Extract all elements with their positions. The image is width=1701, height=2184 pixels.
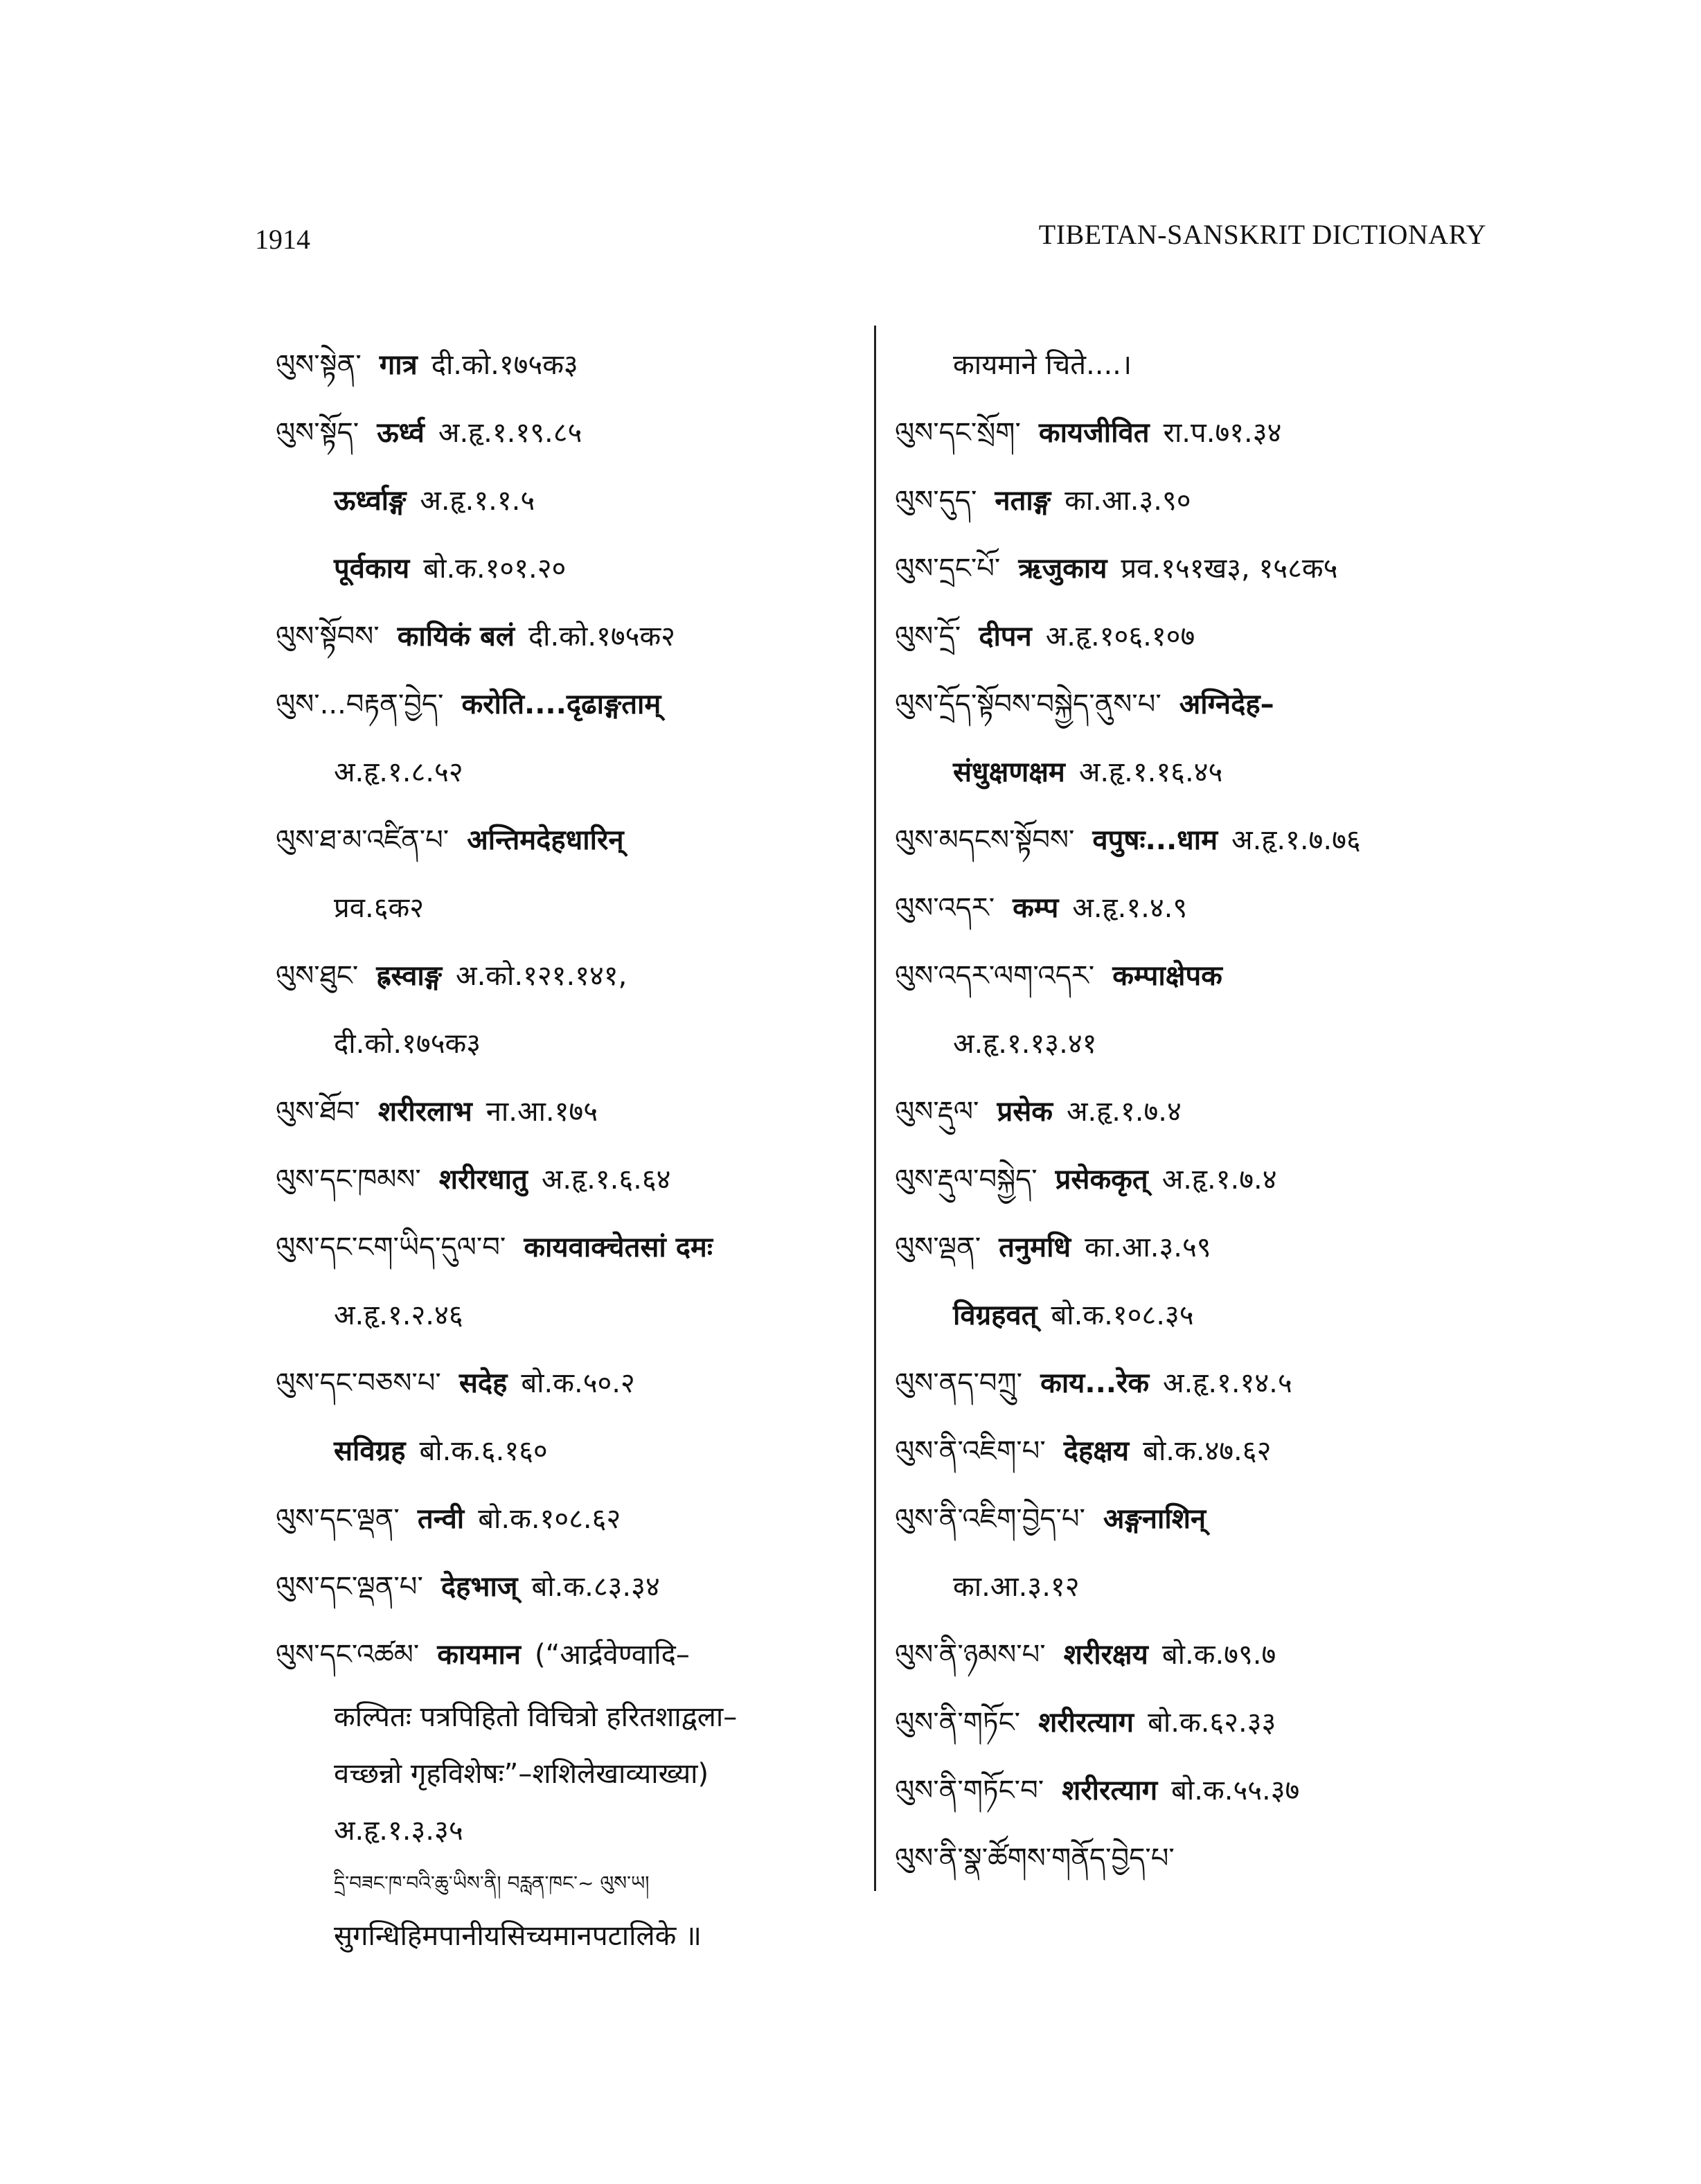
running-title: TIBETAN-SANSKRIT DICTIONARY: [1038, 219, 1486, 250]
sanskrit-term: दीपन: [979, 621, 1032, 652]
entry-line: [895, 1553, 1504, 1621]
entry-line: [276, 1214, 864, 1281]
sanskrit-term: सविग्रह: [334, 1435, 406, 1467]
tibetan-term: ལུས་རྡུལ་: [895, 1096, 979, 1128]
sanskrit-term: विग्रहवत्: [953, 1299, 1037, 1331]
tibetan-term: ལུས་འདར་: [895, 892, 995, 924]
sanskrit-term: अग्निदेह–: [1179, 689, 1274, 720]
tibetan-term: ལུས་དྲོད་སྟོབས་བསྐྱེད་ནུས་པ་: [895, 689, 1161, 720]
sanskrit-term: प्रसेक: [997, 1096, 1053, 1128]
entry-line: [895, 467, 1504, 535]
entry-line: [895, 738, 1504, 806]
tibetan-term: ལུས་ཐུང་: [276, 960, 359, 992]
tibetan-term: ལུས་དྲང་པོ་: [895, 553, 1001, 585]
sanskrit-term: देहक्षय: [1063, 1435, 1130, 1467]
sanskrit-term: नताङ्ग: [995, 485, 1051, 517]
entry-line: [276, 1689, 864, 1746]
tibetan-term: ལུས་ནི་འཇིག་པ་: [895, 1435, 1046, 1467]
reference: बो.क.५०.२: [521, 1367, 635, 1399]
sanskrit-term: देहभाज्: [440, 1571, 518, 1603]
reference: बो.क.४७.६२: [1143, 1435, 1272, 1467]
entry-line: [276, 1485, 864, 1553]
right-column: [895, 331, 1504, 1892]
sanskrit-term: प्रसेककृत्: [1055, 1164, 1148, 1196]
tibetan-term: ལུས་ནི་སྣ་ཚོགས་གནོད་བྱེད་པ་: [895, 1843, 1175, 1874]
tibetan-term: ལུས་ནི་གཏོང་: [895, 1707, 1021, 1739]
sanskrit-term: संधुक्षणक्षम: [953, 756, 1065, 788]
entry-line: [276, 399, 864, 467]
entry-line: [895, 874, 1504, 942]
entry-line: [276, 806, 864, 874]
reference: प्रव.१५१ख३, १५८क५: [1121, 553, 1338, 585]
tibetan-term: ལུས་དང་ལྡན་: [276, 1503, 400, 1535]
reference: दी.को.१७५क२: [528, 621, 675, 652]
reference: अ.हृ.१.७.४: [1066, 1096, 1182, 1128]
sanskrit-term: गात्र: [379, 349, 418, 381]
entry-line: [276, 942, 864, 1010]
entry-line: [895, 1281, 1504, 1349]
reference: अ.हृ.१.६.६४: [541, 1164, 671, 1196]
entry-line: [895, 942, 1504, 1010]
reference: अ.हृ.१.७.७६: [1231, 824, 1361, 856]
tibetan-term: ལུས་རྡུལ་བསྐྱེད་: [895, 1164, 1037, 1196]
tibetan-term: ལུས་འདར་ལག་འདར་: [895, 960, 1095, 992]
sanskrit-term: कायिकं बलं: [397, 621, 515, 652]
tibetan-term: ལུས་དང་འཚམ་: [276, 1639, 420, 1671]
reference: अ.हृ.१.१६.४५: [1078, 756, 1223, 788]
tibetan-term: ལུས་དུད་: [895, 485, 977, 517]
sanskrit-term: कम्प: [1013, 892, 1059, 924]
reference: का.आ.३.९०: [1065, 485, 1191, 517]
reference: अ.हृ.१.७.४: [1161, 1164, 1277, 1196]
tibetan-term: ལུས་ལྡན་: [895, 1232, 981, 1263]
entry-line: [276, 1908, 864, 1964]
reference: दी.को.१७५क३: [334, 1028, 481, 1060]
sanskrit-term: शरीरक्षय: [1063, 1639, 1148, 1671]
tibetan-term: ལུས་དང་ངག་ཡིད་དུལ་བ་: [276, 1232, 506, 1263]
entry-line: [895, 603, 1504, 671]
reference: रा.प.७१.३४: [1163, 417, 1282, 449]
reference: बो.क.८३.३४: [531, 1571, 660, 1603]
left-column: [276, 331, 864, 1964]
reference: का.आ.३.५९: [1085, 1232, 1211, 1263]
tibetan-term: ལུས་དང་བཅས་པ་: [276, 1367, 441, 1399]
entry-line: [895, 535, 1504, 603]
entry-line: [895, 1825, 1504, 1892]
sanskrit-verse: सुगन्धिहिमपानीयसिच्यमानपटालिके ॥: [334, 1920, 702, 1952]
sanskrit-term: शरीरलाभ: [377, 1096, 472, 1128]
reference: अ.हृ.१०६.१०७: [1045, 621, 1195, 652]
tibetan-term: ལུས་དྲོ་: [895, 621, 961, 652]
entry-line: [895, 1689, 1504, 1757]
entry-line: [276, 1417, 864, 1485]
sanskrit-term: करोति....दृढाङ्गताम्: [461, 689, 661, 720]
sanskrit-term: कायजीवित: [1038, 417, 1150, 449]
entry-line: [895, 1078, 1504, 1146]
sanskrit-term: ऋजुकाय: [1018, 553, 1107, 585]
entry-line: [276, 671, 864, 738]
gloss-text: वच्छन्नो गृहविशेषः”–शशिलेखाव्याख्या): [334, 1758, 709, 1790]
tibetan-term: ལུས་དང་ལྡན་པ་: [276, 1571, 423, 1603]
tibetan-term: ལུས་སྟོབས་: [276, 621, 380, 652]
sanskrit-term: ऊर्ध्व: [377, 417, 425, 449]
reference: ना.आ.१७५: [486, 1096, 598, 1128]
sanskrit-term: अन्तिमदेहधारिन्: [467, 824, 624, 856]
entry-line: [276, 535, 864, 603]
sanskrit-term: वपुषः...धाम: [1092, 824, 1218, 856]
tibetan-term: ལུས་ཐ་མ་འཛིན་པ་: [276, 824, 449, 856]
entry-line: [276, 331, 864, 399]
tibetan-term: ལུས་...བརྟན་བྱེད་: [276, 689, 444, 720]
reference: बो.क.६२.३३: [1148, 1707, 1276, 1739]
entry-line: [895, 1349, 1504, 1417]
reference: अ.हृ.१.१.५: [420, 485, 535, 517]
sanskrit-term: कम्पाक्षेपक: [1112, 960, 1222, 992]
entry-line: [895, 1214, 1504, 1281]
tibetan-term: ལུས་ནི་གཏོང་བ་: [895, 1775, 1044, 1806]
tibetan-term: ལུས་དང་སྲོག་: [895, 417, 1021, 449]
reference: अ.हृ.१.३.३५: [334, 1815, 463, 1847]
tibetan-term: ལུས་དང་ཁམས་: [276, 1164, 421, 1196]
reference: बो.क.६.१६०: [419, 1435, 548, 1467]
reference: अ.हृ.१.१९.८५: [438, 417, 582, 449]
entry-line: [895, 399, 1504, 467]
reference: अ.हृ.१.२.४६: [334, 1299, 463, 1331]
tibetan-term: ལུས་ནི་འཇིག་བྱེད་པ་: [895, 1503, 1085, 1535]
tibetan-term: ལུས་སྟེན་: [276, 349, 362, 381]
entry-line: [895, 1757, 1504, 1825]
tibetan-term: ལུས་ཐོབ་: [276, 1096, 360, 1128]
entry-line: [276, 1746, 864, 1802]
sanskrit-term: शरीरत्याग: [1062, 1775, 1158, 1806]
entry-line: [895, 1485, 1504, 1553]
tibetan-verse: དྲི་བཟང་ཁ་བའི་ཆུ་ཡིས་ནི། བརླན་ཁང་~ ལུས་ཡ།: [334, 1872, 650, 1894]
entry-line: [895, 1010, 1504, 1078]
entry-line: [276, 603, 864, 671]
sanskrit-term: ह्रस्वाङ्ग: [376, 960, 443, 992]
column-divider: [874, 326, 876, 1891]
sanskrit-term: शरीरधातु: [438, 1164, 528, 1196]
gloss-text: कल्पितः पत्रपिहितो विचित्रो हरितशाद्वला–: [334, 1701, 738, 1733]
sanskrit-term: ऊर्ध्वाङ्ग: [334, 485, 407, 517]
entry-line: [895, 1417, 1504, 1485]
sanskrit-term: पूर्वकाय: [334, 553, 410, 585]
entry-line: [276, 1349, 864, 1417]
tibetan-term: ལུས་མདངས་སྟོབས་: [895, 824, 1075, 856]
sanskrit-term: तन्वी: [417, 1503, 465, 1535]
entry-line: [895, 331, 1504, 399]
tibetan-term: ལུས་ནི་ཉམས་པ་: [895, 1639, 1046, 1671]
sanskrit-term: कायवाक्चेतसां दमः: [524, 1232, 713, 1263]
reference: का.आ.३.१२: [953, 1571, 1080, 1603]
sanskrit-term: काय...रेक: [1040, 1367, 1150, 1399]
reference: अ.हृ.१.४.९: [1072, 892, 1188, 924]
tibetan-term: ལུས་ནད་བཀྲུ་: [895, 1367, 1023, 1399]
entry-line: [276, 1281, 864, 1349]
reference: अ.हृ.१.८.५२: [334, 756, 463, 788]
entry-line: [276, 1859, 864, 1908]
entry-line: [276, 1802, 864, 1859]
reference: बो.क.१०१.२०: [423, 553, 567, 585]
entry-line: [895, 806, 1504, 874]
entry-line: [276, 1146, 864, 1214]
entry-line: [276, 1553, 864, 1621]
entry-line: [276, 467, 864, 535]
reference: अ.हृ.१.१४.५: [1163, 1367, 1292, 1399]
reference: बो.क.५५.३७: [1171, 1775, 1300, 1806]
entry-line: [895, 1146, 1504, 1214]
reference: बो.क.१०८.६२: [478, 1503, 621, 1535]
entry-line: [276, 1621, 864, 1689]
tibetan-term: ལུས་སྟོད་: [276, 417, 359, 449]
reference: अ.हृ.१.१३.४१: [953, 1028, 1097, 1060]
sanskrit-term: सदेह: [458, 1367, 508, 1399]
entry-line: [276, 874, 864, 942]
reference: बो.क.७९.७: [1161, 1639, 1276, 1671]
entry-line: [895, 1621, 1504, 1689]
sanskrit-term: शरीरत्याग: [1038, 1707, 1134, 1739]
reference: अ.को.१२१.१४१,: [456, 960, 627, 992]
entry-line: [276, 1010, 864, 1078]
reference: बो.क.१०८.३५: [1051, 1299, 1194, 1331]
entry-line: [276, 738, 864, 806]
sanskrit-term: तनुमधि: [999, 1232, 1071, 1263]
page-number: 1914: [255, 224, 310, 255]
reference: (“आर्द्रवेण्वादि–: [535, 1639, 690, 1671]
sanskrit-term: कायमान: [437, 1639, 522, 1671]
sanskrit-term: अङ्गनाशिन्: [1103, 1503, 1206, 1535]
entry-line: [895, 671, 1504, 738]
entry-line: [276, 1078, 864, 1146]
reference: दी.को.१७५क३: [431, 349, 578, 381]
reference: प्रव.६क२: [334, 892, 425, 924]
gloss-text: कायमाने चिते....।: [953, 349, 1132, 381]
